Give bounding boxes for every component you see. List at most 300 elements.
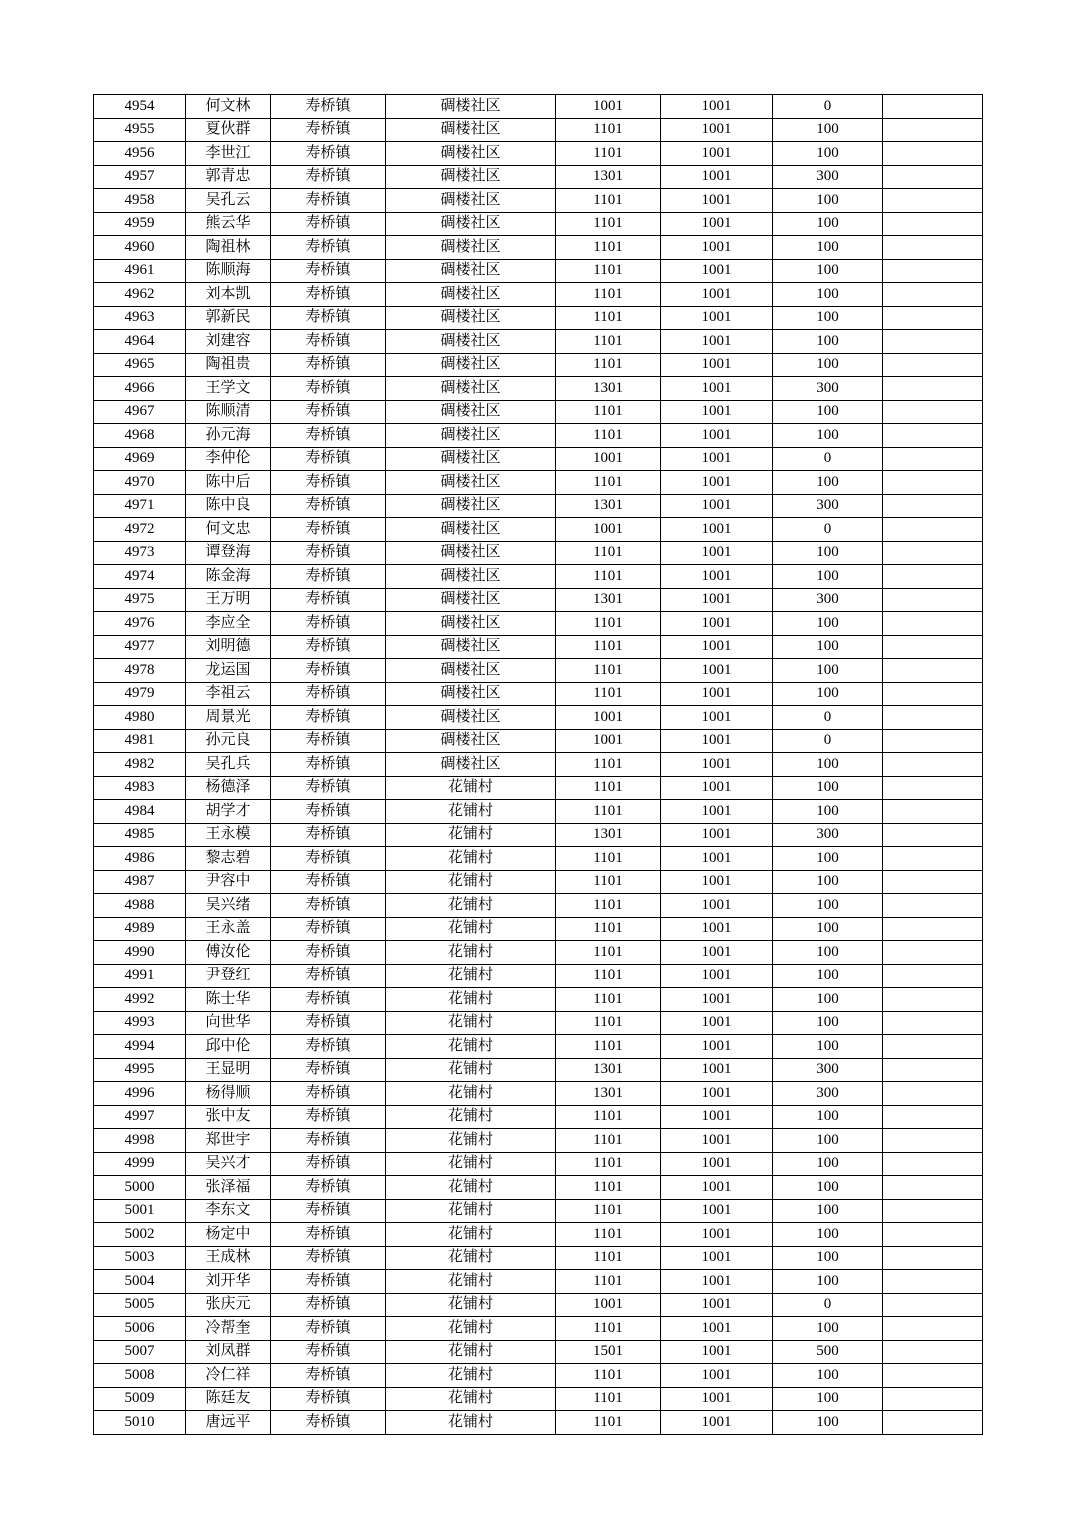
table-cell-blank	[883, 1129, 983, 1153]
table-cell-name: 孙元良	[186, 729, 271, 753]
table-cell-amount-total: 1101	[556, 565, 661, 589]
table-cell-amount-base: 1001	[661, 776, 773, 800]
table-cell-amount-total: 1101	[556, 118, 661, 142]
table-cell-id: 4993	[94, 1011, 186, 1035]
table-cell-amount-total: 1101	[556, 1105, 661, 1129]
table-cell-amount-total: 1101	[556, 800, 661, 824]
table-cell-village: 碉楼社区	[386, 306, 556, 330]
table-cell-name: 杨得顺	[186, 1082, 271, 1106]
table-cell-town: 寿桥镇	[271, 1176, 386, 1200]
table-cell-amount-base: 1001	[661, 964, 773, 988]
table-cell-id: 4966	[94, 377, 186, 401]
table-cell-amount-total: 1101	[556, 1011, 661, 1035]
table-cell-town: 寿桥镇	[271, 588, 386, 612]
table-cell-village: 花铺村	[386, 1411, 556, 1435]
table-cell-town: 寿桥镇	[271, 941, 386, 965]
table-cell-amount-total: 1101	[556, 400, 661, 424]
table-cell-amount-base: 1001	[661, 1246, 773, 1270]
table-cell-amount-total: 1101	[556, 353, 661, 377]
table-cell-town: 寿桥镇	[271, 424, 386, 448]
table-cell-id: 4956	[94, 142, 186, 166]
table-cell-amount-diff: 0	[773, 729, 883, 753]
table-cell-town: 寿桥镇	[271, 1223, 386, 1247]
table-cell-town: 寿桥镇	[271, 1364, 386, 1388]
table-cell-amount-base: 1001	[661, 518, 773, 542]
table-cell-id: 5005	[94, 1293, 186, 1317]
table-row	[94, 565, 983, 589]
table-cell-village: 碉楼社区	[386, 400, 556, 424]
table-cell-town: 寿桥镇	[271, 1011, 386, 1035]
table-cell-id: 4975	[94, 588, 186, 612]
table-cell-town: 寿桥镇	[271, 118, 386, 142]
table-cell-blank	[883, 1293, 983, 1317]
table-cell-id: 5008	[94, 1364, 186, 1388]
table-cell-amount-diff: 100	[773, 1176, 883, 1200]
table-cell-blank	[883, 1246, 983, 1270]
table-cell-id: 4969	[94, 447, 186, 471]
table-cell-amount-base: 1001	[661, 1082, 773, 1106]
table-cell-name: 王成林	[186, 1246, 271, 1270]
table-cell-amount-total: 1101	[556, 541, 661, 565]
table-cell-blank	[883, 729, 983, 753]
table-cell-amount-base: 1001	[661, 894, 773, 918]
table-cell-id: 4980	[94, 706, 186, 730]
table-row	[94, 1152, 983, 1176]
table-cell-amount-total: 1101	[556, 212, 661, 236]
table-cell-name: 陈金海	[186, 565, 271, 589]
table-row	[94, 236, 983, 260]
table-cell-amount-total: 1101	[556, 941, 661, 965]
table-row	[94, 659, 983, 683]
table-cell-id: 4996	[94, 1082, 186, 1106]
table-cell-id: 4957	[94, 165, 186, 189]
table-cell-amount-diff: 100	[773, 1129, 883, 1153]
table-cell-amount-total: 1301	[556, 165, 661, 189]
table-cell-id: 4976	[94, 612, 186, 636]
table-cell-town: 寿桥镇	[271, 1317, 386, 1341]
table-cell-name: 刘本凯	[186, 283, 271, 307]
table-cell-amount-total: 1101	[556, 753, 661, 777]
table-cell-blank	[883, 588, 983, 612]
table-cell-amount-diff: 0	[773, 447, 883, 471]
table-row	[94, 118, 983, 142]
table-cell-town: 寿桥镇	[271, 189, 386, 213]
table-cell-name: 吴兴才	[186, 1152, 271, 1176]
table-cell-blank	[883, 1317, 983, 1341]
table-cell-town: 寿桥镇	[271, 729, 386, 753]
table-cell-amount-total: 1301	[556, 823, 661, 847]
table-cell-amount-base: 1001	[661, 1317, 773, 1341]
table-cell-id: 4981	[94, 729, 186, 753]
table-cell-id: 5001	[94, 1199, 186, 1223]
table-cell-town: 寿桥镇	[271, 1246, 386, 1270]
table-cell-id: 4963	[94, 306, 186, 330]
table-cell-town: 寿桥镇	[271, 870, 386, 894]
table-cell-town: 寿桥镇	[271, 1105, 386, 1129]
table-row	[94, 1035, 983, 1059]
table-cell-amount-total: 1101	[556, 1364, 661, 1388]
table-cell-amount-diff: 100	[773, 776, 883, 800]
table-cell-name: 谭登海	[186, 541, 271, 565]
table-row	[94, 1129, 983, 1153]
table-cell-blank	[883, 165, 983, 189]
table-cell-name: 熊云华	[186, 212, 271, 236]
table-cell-name: 吴孔兵	[186, 753, 271, 777]
table-cell-town: 寿桥镇	[271, 95, 386, 119]
table-cell-id: 4970	[94, 471, 186, 495]
table-row	[94, 1199, 983, 1223]
table-cell-id: 4965	[94, 353, 186, 377]
table-cell-amount-total: 1101	[556, 894, 661, 918]
table-cell-town: 寿桥镇	[271, 447, 386, 471]
table-cell-amount-total: 1101	[556, 1223, 661, 1247]
table-cell-blank	[883, 917, 983, 941]
table-row	[94, 283, 983, 307]
table-cell-village: 碉楼社区	[386, 541, 556, 565]
table-cell-name: 杨定中	[186, 1223, 271, 1247]
table-cell-amount-total: 1101	[556, 142, 661, 166]
table-cell-blank	[883, 776, 983, 800]
table-cell-amount-diff: 100	[773, 1223, 883, 1247]
table-cell-village: 碉楼社区	[386, 659, 556, 683]
table-cell-amount-diff: 100	[773, 1411, 883, 1435]
table-cell-amount-total: 1001	[556, 518, 661, 542]
table-cell-amount-base: 1001	[661, 142, 773, 166]
table-cell-town: 寿桥镇	[271, 1411, 386, 1435]
table-cell-town: 寿桥镇	[271, 165, 386, 189]
table-cell-name: 陈士华	[186, 988, 271, 1012]
table-row	[94, 823, 983, 847]
table-row	[94, 917, 983, 941]
table-cell-amount-base: 1001	[661, 424, 773, 448]
table-cell-id: 5003	[94, 1246, 186, 1270]
table-row	[94, 964, 983, 988]
table-cell-amount-total: 1101	[556, 1387, 661, 1411]
table-cell-amount-diff: 100	[773, 541, 883, 565]
table-cell-name: 刘明德	[186, 635, 271, 659]
table-cell-amount-base: 1001	[661, 306, 773, 330]
table-cell-village: 碉楼社区	[386, 189, 556, 213]
table-cell-village: 花铺村	[386, 1105, 556, 1129]
table-row	[94, 1317, 983, 1341]
table-cell-blank	[883, 1082, 983, 1106]
table-cell-blank	[883, 1058, 983, 1082]
table-cell-amount-diff: 100	[773, 142, 883, 166]
table-cell-town: 寿桥镇	[271, 565, 386, 589]
table-cell-town: 寿桥镇	[271, 706, 386, 730]
table-cell-blank	[883, 377, 983, 401]
table-cell-name: 冷仁祥	[186, 1364, 271, 1388]
table-cell-amount-diff: 100	[773, 1011, 883, 1035]
table-cell-amount-base: 1001	[661, 1199, 773, 1223]
table-cell-amount-diff: 100	[773, 400, 883, 424]
table-cell-id: 5009	[94, 1387, 186, 1411]
table-cell-amount-total: 1101	[556, 870, 661, 894]
table-row	[94, 1246, 983, 1270]
table-cell-amount-diff: 100	[773, 353, 883, 377]
table-cell-amount-base: 1001	[661, 729, 773, 753]
table-cell-amount-diff: 0	[773, 1293, 883, 1317]
table-cell-amount-base: 1001	[661, 330, 773, 354]
table-row	[94, 471, 983, 495]
table-row	[94, 1364, 983, 1388]
table-cell-blank	[883, 1199, 983, 1223]
table-cell-id: 5006	[94, 1317, 186, 1341]
table-cell-village: 碉楼社区	[386, 706, 556, 730]
table-cell-town: 寿桥镇	[271, 494, 386, 518]
table-cell-id: 4985	[94, 823, 186, 847]
table-cell-id: 4954	[94, 95, 186, 119]
table-cell-name: 郭青忠	[186, 165, 271, 189]
table-cell-village: 碉楼社区	[386, 283, 556, 307]
table-cell-name: 傅汝伦	[186, 941, 271, 965]
table-cell-amount-base: 1001	[661, 494, 773, 518]
table-row	[94, 682, 983, 706]
table-cell-town: 寿桥镇	[271, 212, 386, 236]
table-cell-blank	[883, 447, 983, 471]
table-cell-amount-total: 1101	[556, 189, 661, 213]
table-cell-amount-base: 1001	[661, 353, 773, 377]
table-cell-town: 寿桥镇	[271, 353, 386, 377]
table-cell-blank	[883, 518, 983, 542]
table-row	[94, 729, 983, 753]
table-cell-name: 吴兴绪	[186, 894, 271, 918]
table-cell-amount-base: 1001	[661, 753, 773, 777]
table-cell-town: 寿桥镇	[271, 142, 386, 166]
table-cell-name: 尹登红	[186, 964, 271, 988]
table-cell-amount-total: 1101	[556, 471, 661, 495]
table-cell-name: 何文忠	[186, 518, 271, 542]
table-cell-blank	[883, 1152, 983, 1176]
table-cell-name: 张泽福	[186, 1176, 271, 1200]
table-cell-town: 寿桥镇	[271, 659, 386, 683]
table-row	[94, 494, 983, 518]
table-cell-id: 4991	[94, 964, 186, 988]
table-cell-amount-total: 1001	[556, 95, 661, 119]
document-page	[93, 94, 983, 1435]
table-cell-amount-diff: 100	[773, 565, 883, 589]
table-cell-blank	[883, 283, 983, 307]
table-cell-id: 4967	[94, 400, 186, 424]
table-cell-village: 花铺村	[386, 1011, 556, 1035]
table-cell-village: 碉楼社区	[386, 635, 556, 659]
table-cell-village: 碉楼社区	[386, 565, 556, 589]
table-cell-town: 寿桥镇	[271, 541, 386, 565]
table-cell-name: 夏伙群	[186, 118, 271, 142]
table-cell-village: 碉楼社区	[386, 118, 556, 142]
table-row	[94, 1176, 983, 1200]
table-cell-amount-diff: 100	[773, 964, 883, 988]
table-cell-amount-diff: 100	[773, 1364, 883, 1388]
table-cell-village: 碉楼社区	[386, 753, 556, 777]
table-cell-name: 陈廷友	[186, 1387, 271, 1411]
table-cell-town: 寿桥镇	[271, 776, 386, 800]
table-cell-name: 吴孔云	[186, 189, 271, 213]
table-cell-amount-total: 1101	[556, 283, 661, 307]
table-cell-amount-diff: 100	[773, 424, 883, 448]
table-cell-id: 5002	[94, 1223, 186, 1247]
table-cell-village: 花铺村	[386, 1058, 556, 1082]
table-cell-id: 5007	[94, 1340, 186, 1364]
table-row	[94, 259, 983, 283]
table-cell-id: 4972	[94, 518, 186, 542]
table-cell-blank	[883, 1364, 983, 1388]
table-cell-id: 4989	[94, 917, 186, 941]
table-cell-id: 4979	[94, 682, 186, 706]
table-cell-amount-base: 1001	[661, 941, 773, 965]
table-cell-amount-total: 1301	[556, 494, 661, 518]
table-cell-amount-diff: 300	[773, 1082, 883, 1106]
table-cell-village: 花铺村	[386, 1340, 556, 1364]
table-cell-blank	[883, 1176, 983, 1200]
table-cell-blank	[883, 306, 983, 330]
table-cell-village: 花铺村	[386, 894, 556, 918]
table-cell-village: 花铺村	[386, 941, 556, 965]
table-cell-amount-total: 1101	[556, 612, 661, 636]
table-cell-amount-base: 1001	[661, 1176, 773, 1200]
table-cell-village: 花铺村	[386, 1129, 556, 1153]
table-cell-village: 碉楼社区	[386, 236, 556, 260]
table-cell-id: 5010	[94, 1411, 186, 1435]
table-cell-name: 刘建容	[186, 330, 271, 354]
table-cell-town: 寿桥镇	[271, 1270, 386, 1294]
table-cell-amount-total: 1101	[556, 1270, 661, 1294]
table-cell-amount-diff: 300	[773, 377, 883, 401]
table-cell-amount-base: 1001	[661, 1011, 773, 1035]
table-cell-amount-total: 1101	[556, 1176, 661, 1200]
table-cell-amount-total: 1101	[556, 1246, 661, 1270]
table-cell-amount-total: 1101	[556, 1317, 661, 1341]
table-cell-village: 碉楼社区	[386, 447, 556, 471]
table-cell-amount-base: 1001	[661, 612, 773, 636]
table-cell-town: 寿桥镇	[271, 682, 386, 706]
table-cell-amount-total: 1101	[556, 682, 661, 706]
table-cell-amount-diff: 100	[773, 1317, 883, 1341]
table-cell-id: 4958	[94, 189, 186, 213]
table-row	[94, 1082, 983, 1106]
table-cell-blank	[883, 1105, 983, 1129]
table-cell-village: 碉楼社区	[386, 729, 556, 753]
table-cell-amount-diff: 100	[773, 847, 883, 871]
table-cell-village: 花铺村	[386, 1082, 556, 1106]
table-cell-amount-diff: 100	[773, 1105, 883, 1129]
table-cell-name: 邱中伦	[186, 1035, 271, 1059]
table-cell-amount-base: 1001	[661, 400, 773, 424]
table-cell-amount-diff: 100	[773, 659, 883, 683]
table-cell-id: 4974	[94, 565, 186, 589]
table-cell-amount-total: 1101	[556, 1199, 661, 1223]
table-cell-amount-diff: 100	[773, 330, 883, 354]
table-cell-blank	[883, 682, 983, 706]
table-cell-name: 李东文	[186, 1199, 271, 1223]
table-cell-amount-total: 1001	[556, 447, 661, 471]
table-row	[94, 1270, 983, 1294]
table-cell-name: 杨德泽	[186, 776, 271, 800]
table-cell-name: 李仲伦	[186, 447, 271, 471]
table-cell-amount-base: 1001	[661, 635, 773, 659]
table-row	[94, 941, 983, 965]
table-cell-amount-base: 1001	[661, 1105, 773, 1129]
table-row	[94, 1105, 983, 1129]
table-cell-amount-base: 1001	[661, 1058, 773, 1082]
table-cell-amount-total: 1101	[556, 236, 661, 260]
table-cell-id: 4955	[94, 118, 186, 142]
table-cell-id: 4959	[94, 212, 186, 236]
table-cell-amount-diff: 100	[773, 1035, 883, 1059]
table-cell-amount-diff: 100	[773, 212, 883, 236]
table-cell-village: 花铺村	[386, 1270, 556, 1294]
table-cell-blank	[883, 1223, 983, 1247]
table-cell-id: 4961	[94, 259, 186, 283]
table-cell-amount-diff: 100	[773, 471, 883, 495]
table-cell-town: 寿桥镇	[271, 635, 386, 659]
table-cell-blank	[883, 1340, 983, 1364]
table-cell-amount-base: 1001	[661, 917, 773, 941]
table-cell-town: 寿桥镇	[271, 471, 386, 495]
table-cell-village: 花铺村	[386, 776, 556, 800]
table-cell-id: 4992	[94, 988, 186, 1012]
table-cell-amount-diff: 100	[773, 682, 883, 706]
table-row	[94, 894, 983, 918]
table-cell-amount-diff: 100	[773, 189, 883, 213]
table-cell-name: 周景光	[186, 706, 271, 730]
table-row	[94, 847, 983, 871]
table-cell-name: 孙元海	[186, 424, 271, 448]
table-cell-blank	[883, 95, 983, 119]
table-cell-amount-base: 1001	[661, 870, 773, 894]
table-cell-village: 碉楼社区	[386, 142, 556, 166]
table-cell-amount-total: 1001	[556, 1293, 661, 1317]
table-row	[94, 588, 983, 612]
table-cell-village: 花铺村	[386, 1152, 556, 1176]
table-cell-amount-diff: 300	[773, 588, 883, 612]
table-cell-id: 4987	[94, 870, 186, 894]
table-cell-amount-diff: 100	[773, 306, 883, 330]
table-cell-amount-diff: 300	[773, 165, 883, 189]
table-cell-amount-base: 1001	[661, 1152, 773, 1176]
table-cell-amount-base: 1001	[661, 377, 773, 401]
table-cell-id: 4998	[94, 1129, 186, 1153]
table-cell-amount-total: 1101	[556, 259, 661, 283]
table-cell-amount-diff: 300	[773, 494, 883, 518]
table-row	[94, 706, 983, 730]
table-cell-village: 碉楼社区	[386, 494, 556, 518]
table-cell-village: 碉楼社区	[386, 424, 556, 448]
table-cell-name: 李祖云	[186, 682, 271, 706]
table-cell-amount-diff: 0	[773, 706, 883, 730]
table-cell-amount-base: 1001	[661, 165, 773, 189]
table-cell-name: 李应全	[186, 612, 271, 636]
table-cell-id: 4962	[94, 283, 186, 307]
table-cell-town: 寿桥镇	[271, 612, 386, 636]
table-cell-amount-base: 1001	[661, 800, 773, 824]
table-cell-id: 4995	[94, 1058, 186, 1082]
table-row	[94, 1011, 983, 1035]
table-cell-amount-diff: 100	[773, 941, 883, 965]
table-cell-amount-diff: 100	[773, 988, 883, 1012]
table-cell-amount-diff: 300	[773, 823, 883, 847]
table-cell-village: 碉楼社区	[386, 682, 556, 706]
table-cell-amount-base: 1001	[661, 682, 773, 706]
table-cell-id: 5000	[94, 1176, 186, 1200]
table-cell-blank	[883, 659, 983, 683]
table-cell-amount-diff: 100	[773, 1270, 883, 1294]
table-cell-amount-diff: 500	[773, 1340, 883, 1364]
table-cell-blank	[883, 706, 983, 730]
table-cell-village: 碉楼社区	[386, 353, 556, 377]
table-cell-blank	[883, 565, 983, 589]
table-row	[94, 212, 983, 236]
